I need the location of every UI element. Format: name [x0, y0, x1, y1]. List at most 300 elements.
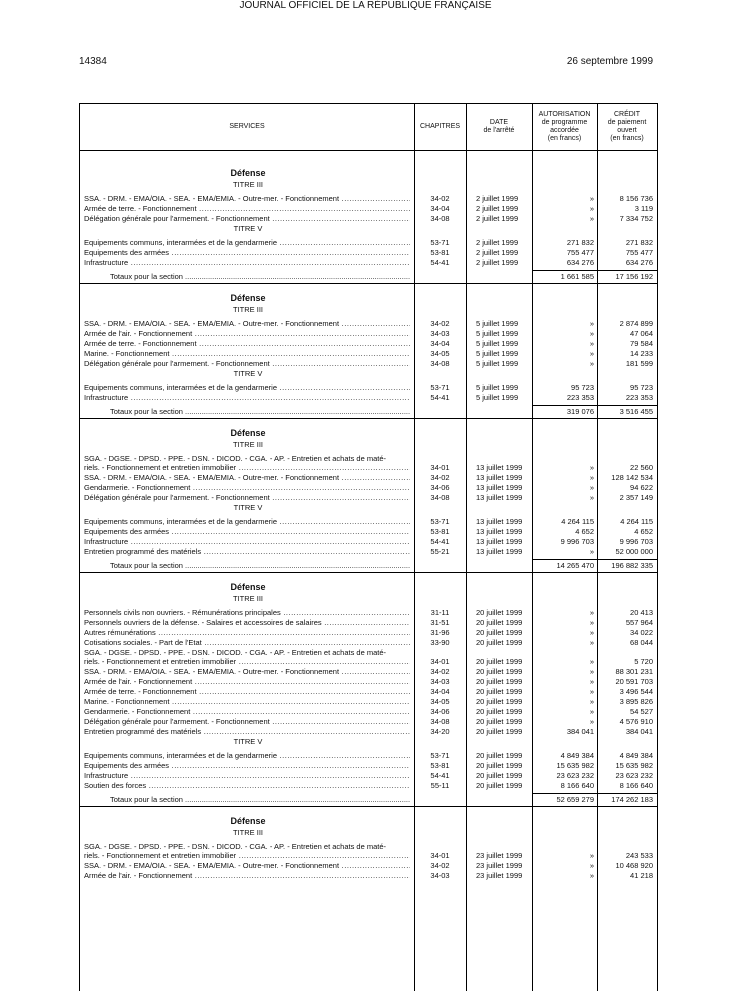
section-heading: Défense — [230, 293, 266, 303]
table-row — [80, 204, 657, 214]
table-row — [80, 305, 657, 315]
date-cell: 5 juillet 1999 — [476, 329, 519, 338]
table-row — [80, 369, 657, 379]
credit-cell: 20 413 — [630, 608, 653, 617]
credit-total: 17 156 192 — [615, 272, 653, 281]
autorisation-cell: » — [589, 707, 594, 716]
col-header-credit: CRÉDIT de paiement ouvert (en francs) — [607, 111, 647, 142]
table-row — [80, 561, 657, 571]
date-cell: 2 juillet 1999 — [476, 214, 519, 223]
credit-cell: 79 584 — [630, 339, 653, 348]
chapitre-cell: 34-20 — [430, 727, 450, 736]
autorisation-cell: 9 996 703 — [560, 537, 594, 546]
service-label: Armée de terre. - Fonctionnement ..... — [84, 204, 410, 214]
table-row — [80, 737, 657, 747]
table-row — [80, 359, 657, 369]
service-label: riels. - Fonctionnement et entretien immobilier ..... — [84, 657, 410, 667]
issue-date: 26 septembre 1999 — [566, 56, 653, 67]
chapitre-cell: 34-03 — [430, 329, 450, 338]
service-label: Equipements communs, interarmées et de la gendarmerie ..... — [84, 383, 410, 393]
totals-label: Totaux pour la section ..... — [110, 272, 410, 282]
chapitre-cell: 34-06 — [430, 707, 450, 716]
date-cell: 20 juillet 1999 — [476, 727, 523, 736]
service-label: SGA. - DGSE. - DPSD. - PPE. - DSN. - DICOD. - CGA. - AP. - Entretien et achats de maté- — [84, 648, 387, 657]
service-label: Equipements des armées ..... — [84, 761, 410, 771]
credit-cell: 5 720 — [634, 657, 653, 666]
service-label: SSA. - DRM. - EMA/OIA. - SEA. - EMA/EMIA. - Outre-mer. - Fonctionnement ..... — [84, 667, 410, 677]
autorisation-cell: » — [589, 687, 594, 696]
chapitre-cell: 31-11 — [430, 608, 450, 617]
service-label: Gendarmerie. - Fonctionnement ..... — [84, 483, 410, 493]
chapitre-cell: 34-02 — [430, 473, 450, 482]
table-row — [80, 707, 657, 717]
service-label: Entretien programmé des matériels ..... — [84, 547, 410, 557]
autorisation-total: 319 076 — [566, 407, 594, 416]
table-row — [80, 329, 657, 339]
autorisation-cell: » — [589, 628, 594, 637]
date-cell: 20 juillet 1999 — [476, 628, 523, 637]
table-row — [80, 677, 657, 687]
service-label: Soutien des forces ..... — [84, 781, 410, 791]
credit-cell: 384 041 — [625, 727, 653, 736]
journal-title: JOURNAL OFFICIEL DE LA RÉPUBLIQUE FRANÇAISE — [239, 0, 492, 11]
autorisation-total: 1 661 585 — [560, 272, 594, 281]
autorisation-cell: » — [589, 547, 594, 556]
credit-cell: 3 496 544 — [619, 687, 653, 696]
service-label: Armée de l'air. - Fonctionnement ..... — [84, 329, 410, 339]
table-row — [80, 816, 657, 826]
credit-cell: 8 166 640 — [619, 781, 653, 790]
table-row — [80, 224, 657, 234]
table-row — [80, 214, 657, 224]
chapitre-cell: 53-71 — [430, 383, 450, 392]
col-header-autorisation: AUTORISATION de programme accordée (en francs) — [538, 111, 591, 142]
table-row — [80, 618, 657, 628]
autorisation-cell: 8 166 640 — [560, 781, 594, 790]
autorisation-cell: 15 635 982 — [556, 761, 594, 770]
table-row — [80, 440, 657, 450]
autorisation-cell: » — [589, 473, 594, 482]
chapitre-cell: 31-96 — [430, 628, 450, 637]
credit-cell: 4 652 — [634, 527, 653, 536]
chapitre-cell: 33-90 — [430, 638, 450, 647]
credit-cell: 3 119 — [634, 204, 653, 213]
table-row — [80, 771, 657, 781]
date-cell: 20 juillet 1999 — [476, 667, 523, 676]
table-row — [80, 483, 657, 493]
date-cell: 23 juillet 1999 — [476, 851, 523, 860]
credit-cell: 22 560 — [630, 463, 653, 472]
service-label: Délégation générale pour l'armement. - Fonctionnement ..... — [84, 214, 410, 224]
date-cell: 20 juillet 1999 — [476, 657, 523, 666]
autorisation-cell: » — [589, 657, 594, 666]
autorisation-cell: » — [589, 861, 594, 870]
service-label: Equipements des armées ..... — [84, 248, 410, 258]
chapitre-cell: 54-41 — [430, 258, 450, 267]
credit-cell: 54 527 — [630, 707, 653, 716]
service-label: Autres rémunérations ..... — [84, 628, 410, 638]
autorisation-cell: » — [589, 463, 594, 472]
credit-cell: 181 599 — [625, 359, 653, 368]
page-number: 14384 — [79, 56, 107, 67]
section-heading: Défense — [230, 168, 266, 178]
chapitre-cell: 34-02 — [430, 667, 450, 676]
credit-total: 196 882 335 — [611, 561, 653, 570]
total-rule — [532, 405, 657, 406]
table-row — [80, 238, 657, 248]
credit-cell: 47 064 — [630, 329, 653, 338]
service-label: Délégation générale pour l'armement. - Fonctionnement ..... — [84, 359, 410, 369]
credit-cell: 223 353 — [625, 393, 653, 402]
credit-cell: 4 576 910 — [619, 717, 653, 726]
credit-cell: 4 264 115 — [620, 517, 653, 526]
date-cell: 23 juillet 1999 — [476, 871, 523, 880]
chapitre-cell: 54-41 — [430, 771, 450, 780]
autorisation-cell: 95 723 — [571, 383, 594, 392]
table-row — [80, 258, 657, 268]
chapitre-cell: 54-41 — [430, 537, 450, 546]
credit-cell: 88 301 231 — [615, 667, 653, 676]
autorisation-cell: » — [589, 214, 594, 223]
titre-heading: TITRE III — [233, 305, 263, 314]
credit-cell: 4 849 384 — [619, 751, 653, 760]
table-row — [80, 383, 657, 393]
table-row — [80, 717, 657, 727]
autorisation-cell: » — [589, 204, 594, 213]
header-divider — [80, 150, 657, 151]
autorisation-cell: » — [589, 871, 594, 880]
date-cell: 5 juillet 1999 — [476, 339, 519, 348]
chapitre-cell: 34-04 — [430, 687, 450, 696]
chapitre-cell: 34-03 — [430, 677, 450, 686]
titre-heading: TITRE III — [233, 180, 263, 189]
service-label: Equipements communs, interarmées et de la gendarmerie ..... — [84, 751, 410, 761]
credit-cell: 271 832 — [625, 238, 653, 247]
autorisation-cell: 4 264 115 — [561, 517, 594, 526]
chapitre-cell: 34-01 — [430, 851, 450, 860]
service-label: SSA. - DRM. - EMA/OIA. - SEA. - EMA/EMIA. - Outre-mer. - Fonctionnement ..... — [84, 861, 410, 871]
date-cell: 2 juillet 1999 — [476, 238, 519, 247]
chapitre-cell: 34-08 — [430, 359, 450, 368]
credit-cell: 10 468 920 — [615, 861, 653, 870]
section-rule — [80, 283, 657, 284]
date-cell: 20 juillet 1999 — [476, 618, 523, 627]
service-label: SSA. - DRM. - EMA/OIA. - SEA. - EMA/EMIA. - Outre-mer. - Fonctionnement ..... — [84, 319, 410, 329]
total-rule — [532, 793, 657, 794]
credit-cell: 94 622 — [630, 483, 653, 492]
chapitre-cell: 34-02 — [430, 861, 450, 870]
date-cell: 13 juillet 1999 — [476, 547, 523, 556]
date-cell: 5 juillet 1999 — [476, 359, 519, 368]
chapitre-cell: 55-21 — [430, 547, 450, 556]
table-row — [80, 248, 657, 258]
table-row — [80, 527, 657, 537]
autorisation-cell: 4 652 — [575, 527, 594, 536]
chapitre-cell: 34-04 — [430, 204, 450, 213]
autorisation-cell: 223 353 — [566, 393, 594, 402]
table-row — [80, 180, 657, 190]
autorisation-cell: » — [589, 717, 594, 726]
table-row — [80, 781, 657, 791]
service-label: Délégation générale pour l'armement. - Fonctionnement ..... — [84, 493, 410, 503]
table-row — [80, 168, 657, 178]
date-cell: 13 juillet 1999 — [476, 493, 523, 502]
table-row — [80, 293, 657, 303]
titre-heading: TITRE III — [233, 828, 263, 837]
date-cell: 20 juillet 1999 — [476, 781, 523, 790]
date-cell: 20 juillet 1999 — [476, 687, 523, 696]
autorisation-cell: » — [589, 319, 594, 328]
autorisation-total: 52 659 279 — [556, 795, 594, 804]
section-rule — [80, 806, 657, 807]
titre-heading: TITRE V — [233, 737, 263, 746]
service-label: Cotisations sociales. - Part de l'Etat ..... — [84, 638, 410, 648]
date-cell: 13 juillet 1999 — [476, 473, 523, 482]
totals-label: Totaux pour la section ..... — [110, 795, 410, 805]
service-label: Armée de l'air. - Fonctionnement ..... — [84, 677, 410, 687]
credit-cell: 128 142 534 — [611, 473, 653, 482]
autorisation-cell: » — [589, 638, 594, 647]
credit-cell: 557 964 — [625, 618, 653, 627]
chapitre-cell: 34-02 — [430, 194, 450, 203]
autorisation-cell: » — [589, 194, 594, 203]
table-row — [80, 582, 657, 592]
section-heading: Défense — [230, 816, 266, 826]
date-cell: 13 juillet 1999 — [476, 517, 523, 526]
chapitre-cell: 34-08 — [430, 493, 450, 502]
date-cell: 20 juillet 1999 — [476, 717, 523, 726]
chapitre-cell: 31-51 — [430, 618, 450, 627]
credit-total: 3 516 455 — [619, 407, 653, 416]
date-cell: 23 juillet 1999 — [476, 861, 523, 870]
autorisation-cell: » — [589, 483, 594, 492]
table-row — [80, 657, 657, 667]
autorisation-cell: » — [589, 667, 594, 676]
service-label: Equipements des armées ..... — [84, 527, 410, 537]
autorisation-cell: » — [589, 329, 594, 338]
credit-cell: 8 156 736 — [619, 194, 653, 203]
credit-cell: 15 635 982 — [615, 761, 653, 770]
credit-cell: 3 895 826 — [619, 697, 653, 706]
table-row — [80, 851, 657, 861]
chapitre-cell: 34-04 — [430, 339, 450, 348]
table-row — [80, 272, 657, 282]
service-label: Armée de terre. - Fonctionnement ..... — [84, 339, 410, 349]
date-cell: 5 juillet 1999 — [476, 349, 519, 358]
table-row — [80, 407, 657, 417]
chapitre-cell: 53-71 — [430, 751, 450, 760]
service-label: Gendarmerie. - Fonctionnement ..... — [84, 707, 410, 717]
totals-label: Totaux pour la section ..... — [110, 407, 410, 417]
chapitre-cell: 53-81 — [430, 248, 450, 257]
credit-cell: 243 533 — [625, 851, 653, 860]
autorisation-cell: 755 477 — [566, 248, 594, 257]
section-rule — [80, 572, 657, 573]
date-cell: 2 juillet 1999 — [476, 194, 519, 203]
titre-heading: TITRE V — [233, 369, 263, 378]
service-label: Marine. - Fonctionnement ..... — [84, 349, 410, 359]
date-cell: 20 juillet 1999 — [476, 677, 523, 686]
table-row — [80, 503, 657, 513]
table-row — [80, 608, 657, 618]
autorisation-cell: » — [589, 359, 594, 368]
autorisation-cell: » — [589, 851, 594, 860]
col-header-services: SERVICES — [229, 123, 265, 130]
service-label: Délégation générale pour l'armement. - Fonctionnement ..... — [84, 717, 410, 727]
service-label: Personnels civils non ouvriers. - Rémunérations principales ..... — [84, 608, 410, 618]
chapitre-cell: 53-81 — [430, 761, 450, 770]
table-row — [80, 517, 657, 527]
date-cell: 5 juillet 1999 — [476, 383, 519, 392]
table-row — [80, 727, 657, 737]
date-cell: 13 juillet 1999 — [476, 527, 523, 536]
table-row — [80, 687, 657, 697]
credit-cell: 41 218 — [630, 871, 653, 880]
service-label: Marine. - Fonctionnement ..... — [84, 697, 410, 707]
date-cell: 5 juillet 1999 — [476, 319, 519, 328]
credits-table — [79, 103, 658, 991]
credit-cell: 20 591 703 — [615, 677, 653, 686]
autorisation-cell: 23 623 232 — [556, 771, 594, 780]
table-row — [80, 319, 657, 329]
table-row — [80, 428, 657, 438]
date-cell: 2 juillet 1999 — [476, 258, 519, 267]
date-cell: 5 juillet 1999 — [476, 393, 519, 402]
chapitre-cell: 34-08 — [430, 717, 450, 726]
chapitre-cell: 34-03 — [430, 871, 450, 880]
service-label: Infrastructure ..... — [84, 771, 410, 781]
date-cell: 20 juillet 1999 — [476, 638, 523, 647]
table-row — [80, 638, 657, 648]
service-label: Equipements communs, interarmées et de la gendarmerie ..... — [84, 238, 410, 248]
date-cell: 20 juillet 1999 — [476, 697, 523, 706]
credit-cell: 2 357 149 — [619, 493, 653, 502]
service-label: Personnels ouvriers de la défense. - Salaires et accessoires de salaires ..... — [84, 618, 410, 628]
chapitre-cell: 34-06 — [430, 483, 450, 492]
chapitre-cell: 34-05 — [430, 697, 450, 706]
table-row — [80, 493, 657, 503]
chapitre-cell: 34-01 — [430, 657, 450, 666]
date-cell: 20 juillet 1999 — [476, 751, 523, 760]
col-header-chapitres: CHAPITRES — [419, 123, 461, 130]
date-cell: 20 juillet 1999 — [476, 771, 523, 780]
date-cell: 20 juillet 1999 — [476, 761, 523, 770]
credit-cell: 34 022 — [630, 628, 653, 637]
section-heading: Défense — [230, 428, 266, 438]
total-rule — [532, 270, 657, 271]
service-label: riels. - Fonctionnement et entretien immobilier ..... — [84, 463, 410, 473]
date-cell: 20 juillet 1999 — [476, 608, 523, 617]
service-label: SSA. - DRM. - EMA/OIA. - SEA. - EMA/EMIA. - Outre-mer. - Fonctionnement ..... — [84, 194, 410, 204]
table-row — [80, 473, 657, 483]
table-row — [80, 761, 657, 771]
titre-heading: TITRE III — [233, 440, 263, 449]
chapitre-cell: 34-08 — [430, 214, 450, 223]
service-label: Equipements communs, interarmées et de la gendarmerie ..... — [84, 517, 410, 527]
service-label: SSA. - DRM. - EMA/OIA. - SEA. - EMA/EMIA. - Outre-mer. - Fonctionnement ..... — [84, 473, 410, 483]
credit-cell: 634 276 — [625, 258, 653, 267]
credit-cell: 7 334 752 — [619, 214, 653, 223]
table-row — [80, 861, 657, 871]
service-label: SGA. - DGSE. - DPSD. - PPE. - DSN. - DICOD. - CGA. - AP. - Entretien et achats de maté- — [84, 842, 387, 851]
service-label: Armée de l'air. - Fonctionnement ..... — [84, 871, 410, 881]
autorisation-cell: » — [589, 493, 594, 502]
col-header-date: DATE de l'arrêté — [483, 119, 515, 134]
service-label: Infrastructure ..... — [84, 258, 410, 268]
table-row — [80, 194, 657, 204]
credit-cell: 23 623 232 — [615, 771, 653, 780]
total-rule — [532, 559, 657, 560]
table-row — [80, 828, 657, 838]
credit-cell: 95 723 — [630, 383, 653, 392]
service-label: SGA. - DGSE. - DPSD. - PPE. - DSN. - DICOD. - CGA. - AP. - Entretien et achats de maté- — [84, 454, 387, 463]
table-row — [80, 871, 657, 881]
credit-cell: 52 000 000 — [615, 547, 653, 556]
titre-heading: TITRE V — [233, 224, 263, 233]
section-heading: Défense — [230, 582, 266, 592]
table-row — [80, 463, 657, 473]
credit-cell: 9 996 703 — [619, 537, 653, 546]
autorisation-cell: » — [589, 677, 594, 686]
service-label: Armée de terre. - Fonctionnement ..... — [84, 687, 410, 697]
table-row — [80, 339, 657, 349]
table-row — [80, 751, 657, 761]
autorisation-cell: » — [589, 618, 594, 627]
chapitre-cell: 53-71 — [430, 238, 450, 247]
titre-heading: TITRE V — [233, 503, 263, 512]
autorisation-cell: » — [589, 608, 594, 617]
table-row — [80, 697, 657, 707]
credit-cell: 755 477 — [625, 248, 653, 257]
date-cell: 13 juillet 1999 — [476, 483, 523, 492]
table-row — [80, 594, 657, 604]
chapitre-cell: 34-02 — [430, 319, 450, 328]
autorisation-cell: 384 041 — [566, 727, 594, 736]
chapitre-cell: 53-71 — [430, 517, 450, 526]
autorisation-cell: » — [589, 339, 594, 348]
chapitre-cell: 54-41 — [430, 393, 450, 402]
titre-heading: TITRE III — [233, 594, 263, 603]
credit-total: 174 262 183 — [611, 795, 653, 804]
date-cell: 2 juillet 1999 — [476, 248, 519, 257]
chapitre-cell: 34-01 — [430, 463, 450, 472]
autorisation-cell: » — [589, 697, 594, 706]
date-cell: 20 juillet 1999 — [476, 707, 523, 716]
totals-label: Totaux pour la section ..... — [110, 561, 410, 571]
service-label: riels. - Fonctionnement et entretien immobilier ..... — [84, 851, 410, 861]
table-row — [80, 667, 657, 677]
chapitre-cell: 34-05 — [430, 349, 450, 358]
autorisation-total: 14 265 470 — [556, 561, 594, 570]
autorisation-cell: 4 849 384 — [560, 751, 594, 760]
section-rule — [80, 418, 657, 419]
table-row — [80, 537, 657, 547]
autorisation-cell: 271 832 — [566, 238, 594, 247]
date-cell: 2 juillet 1999 — [476, 204, 519, 213]
credit-cell: 68 044 — [630, 638, 653, 647]
autorisation-cell: 634 276 — [566, 258, 594, 267]
service-label: Infrastructure ..... — [84, 537, 410, 547]
table-row — [80, 547, 657, 557]
credit-cell: 14 233 — [630, 349, 653, 358]
table-row — [80, 349, 657, 359]
date-cell: 13 juillet 1999 — [476, 463, 523, 472]
table-row — [80, 628, 657, 638]
service-label: Entretien programmé des matériels ..... — [84, 727, 410, 737]
credit-cell: 2 874 899 — [619, 319, 653, 328]
service-label: Infrastructure ..... — [84, 393, 410, 403]
date-cell: 13 juillet 1999 — [476, 537, 523, 546]
